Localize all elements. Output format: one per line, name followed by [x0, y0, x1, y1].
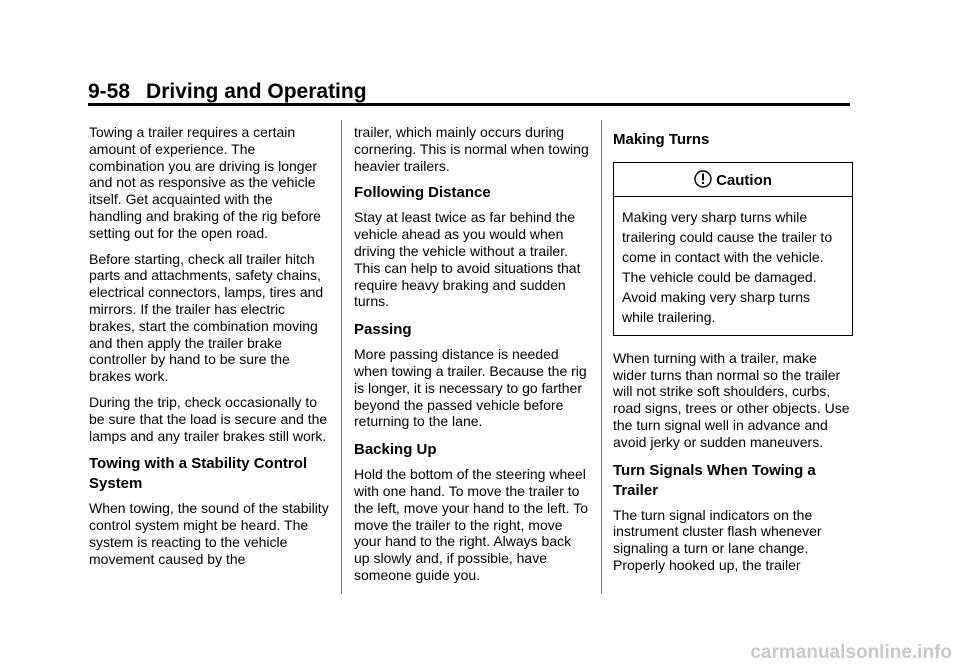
paragraph: When turning with a trailer, make wider turns than normal so the trailer will not strike soft shoulders, curbs, road signs, trees or other objects. Use the turn signal well in advance and avoid jerky or sudden maneuvers.	[613, 349, 850, 450]
column-divider-2	[601, 120, 602, 594]
caution-warning-icon	[694, 170, 712, 188]
page-header	[88, 80, 367, 104]
page-number: 9-58	[88, 80, 131, 103]
caution-header	[614, 163, 852, 197]
column-1	[89, 124, 329, 577]
paragraph: Before starting, check all trailer hitch parts and attachments, safety chains, electrical connectors, lamps, tires and mirrors. If the trailer has electric brakes, start the combination moving and then apply the trailer brake controller by hand to be sure the brakes work.	[89, 250, 324, 385]
caution-title: Caution	[716, 172, 772, 189]
column-divider-1	[341, 120, 342, 594]
section-title: Driving and Operating	[146, 80, 367, 103]
paragraph: Towing a trailer requires a certain amount of experience. The combination you are driving is longer and not as responsive as the vehicle itself. Get acquainted with the handling and braking of the rig before setting out for the open road.	[89, 124, 321, 241]
caution-text: Making very sharp turns while trailering could cause the trailer to come in contact with the vehicle. The vehicle could be damaged. Avoid making very sharp turns while trailering.	[622, 208, 833, 325]
paragraph: During the trip, check occasionally to be sure that the load is secure and the lamps and any trailer brakes still work.	[89, 393, 328, 444]
heading-making-turns: Making Turns	[613, 131, 710, 148]
caution-box	[613, 162, 853, 336]
paragraph: Stay at least twice as far behind the vehicle ahead as you would when driving the vehicle without a trailer. This can help to avoid situations that require heavy braking and sudden turns.	[354, 209, 581, 310]
header-rule	[88, 103, 850, 106]
heading-passing: Passing	[354, 321, 412, 339]
heading-turn-signals: Turn Signals When Towing a Trailer	[613, 461, 816, 499]
watermark: carmanualsonline.info	[750, 642, 952, 663]
paragraph: When towing, the sound of the stability control system might be heard. The system is reacting to the vehicle movement caused by the	[89, 500, 329, 567]
heading-backing-up: Backing Up	[354, 441, 437, 459]
column-2	[354, 124, 589, 593]
paragraph: Hold the bottom of the steering wheel with one hand. To move the trailer to the left, move your hand to the left. To move the trailer to the right, move your hand to the right. Always back up slowly and, if possible, have someone guide you.	[354, 466, 588, 583]
paragraph: The turn signal indicators on the instrument cluster flash whenever signaling a turn or lane change. Properly hooked up, the trailer	[613, 506, 822, 573]
column-3	[613, 124, 853, 583]
paragraph: More passing distance is needed when towing a trailer. Because the rig is longer, it is necessary to go farther beyond the passed vehicle before returning to the lane.	[354, 346, 587, 430]
paragraph: trailer, which mainly occurs during cornering. This is normal when towing heavier trailers.	[354, 124, 589, 174]
heading-following-distance: Following Distance	[354, 184, 491, 202]
heading-stability-control: Towing with a Stability Control System	[89, 455, 308, 493]
